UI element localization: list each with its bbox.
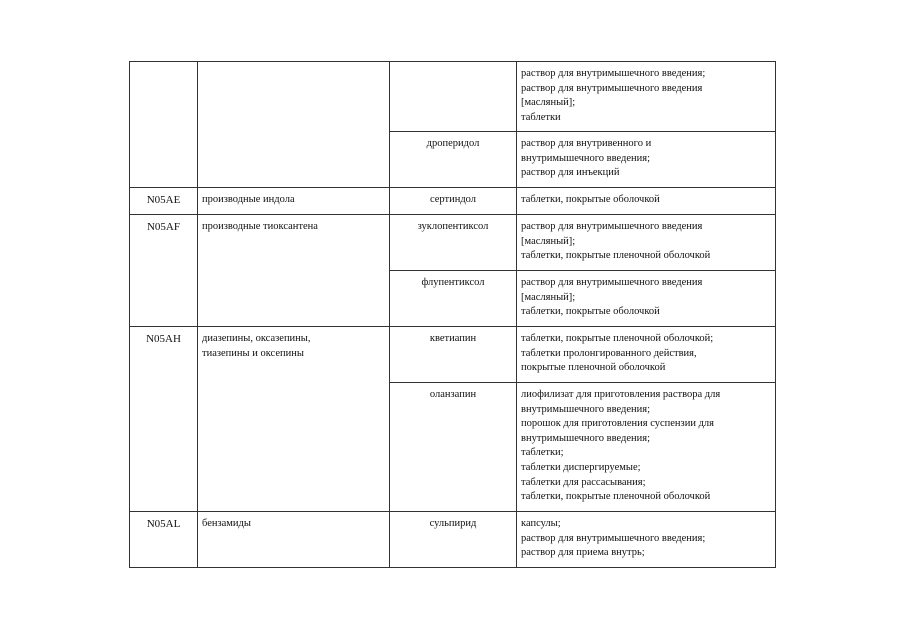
dosage-form-cell: [517, 383, 776, 512]
table-body: [130, 62, 776, 568]
dosage-form-line: раствор для внутримышечного введения: [521, 221, 703, 232]
dosage-form-line: покрытые пленочной оболочкой: [521, 362, 666, 374]
group-line: производные индола: [202, 194, 295, 205]
dosage-form-line: внутримышечного введения;: [521, 403, 651, 415]
dosage-form-line: порошок для приготовления суспензии для: [521, 418, 714, 430]
dosage-form-line: раствор для инъекций: [521, 167, 620, 179]
drug-name-cell: кветиапин: [390, 327, 517, 383]
atc-code-cell: N05AE: [130, 188, 198, 215]
drug-name-cell: [390, 62, 517, 132]
table-row: [130, 188, 776, 215]
dosage-form-line: раствор для приема внутрь;: [521, 547, 645, 559]
drug-name-cell: оланзапин: [390, 383, 517, 512]
dosage-form-line: таблетки, покрытые пленочной оболочкой: [521, 250, 711, 262]
dosage-form-line: раствор для внутримышечного введения;: [521, 532, 706, 544]
dosage-form-line: таблетки: [521, 111, 561, 123]
dosage-form-cell: [517, 132, 776, 188]
dosage-form-line: таблетки, покрытые оболочкой: [521, 306, 660, 318]
dosage-form-line: раствор для внутримышечного введения: [521, 277, 703, 288]
dosage-form-line: таблетки, покрытые пленочной оболочкой: [521, 491, 711, 503]
dosage-form-line: [масляный];: [521, 235, 576, 247]
dosage-form-line: капсулы;: [521, 518, 561, 529]
drug-name-cell: дроперидол: [390, 132, 517, 188]
group-line: производные тиоксантена: [202, 221, 318, 232]
dosage-form-line: раствор для внутривенного и: [521, 138, 652, 149]
table-row: [130, 215, 776, 271]
dosage-form-line: лиофилизат для приготовления раствора для: [521, 389, 721, 400]
atc-code-cell: N05AF: [130, 215, 198, 327]
pharmacological-group-cell: [198, 62, 390, 188]
dosage-form-line: таблетки;: [521, 447, 564, 459]
dosage-form-line: [масляный];: [521, 291, 576, 303]
dosage-form-cell: [517, 271, 776, 327]
group-line: тиазепины и оксепины: [202, 347, 304, 359]
dosage-form-cell: [517, 512, 776, 568]
drug-name-cell: сульпирид: [390, 512, 517, 568]
drug-classification-table: [129, 61, 776, 568]
table-row: [130, 327, 776, 383]
pharmacological-group-cell: [198, 512, 390, 568]
pharmacological-group-cell: [198, 188, 390, 215]
dosage-form-line: раствор для внутримышечного введения: [521, 82, 703, 94]
atc-code-cell: [130, 62, 198, 188]
pharmacological-group-cell: [198, 327, 390, 512]
drug-name-cell: сертиндол: [390, 188, 517, 215]
dosage-form-line: таблетки пролонгированного действия,: [521, 347, 697, 359]
dosage-form-line: таблетки для рассасывания;: [521, 476, 646, 488]
dosage-form-cell: [517, 327, 776, 383]
dosage-form-line: таблетки, покрытые пленочной оболочкой;: [521, 333, 714, 344]
group-line: диазепины, оксазепины,: [202, 333, 311, 344]
pharmacological-group-cell: [198, 215, 390, 327]
dosage-form-cell: [517, 188, 776, 215]
atc-code-cell: N05AL: [130, 512, 198, 568]
group-line: бензамиды: [202, 518, 251, 529]
atc-code-cell: N05AH: [130, 327, 198, 512]
dosage-form-cell: [517, 62, 776, 132]
table-row: [130, 62, 776, 132]
dosage-form-line: [масляный];: [521, 97, 576, 109]
dosage-form-line: раствор для внутримышечного введения;: [521, 68, 706, 79]
drug-name-cell: зуклопентиксол: [390, 215, 517, 271]
dosage-form-line: таблетки, покрытые оболочкой: [521, 194, 660, 205]
dosage-form-cell: [517, 215, 776, 271]
drug-name-cell: флупентиксол: [390, 271, 517, 327]
dosage-form-line: внутримышечного введения;: [521, 432, 651, 444]
dosage-form-line: внутримышечного введения;: [521, 152, 651, 164]
dosage-form-line: таблетки диспергируемые;: [521, 461, 641, 473]
table-row: [130, 512, 776, 568]
